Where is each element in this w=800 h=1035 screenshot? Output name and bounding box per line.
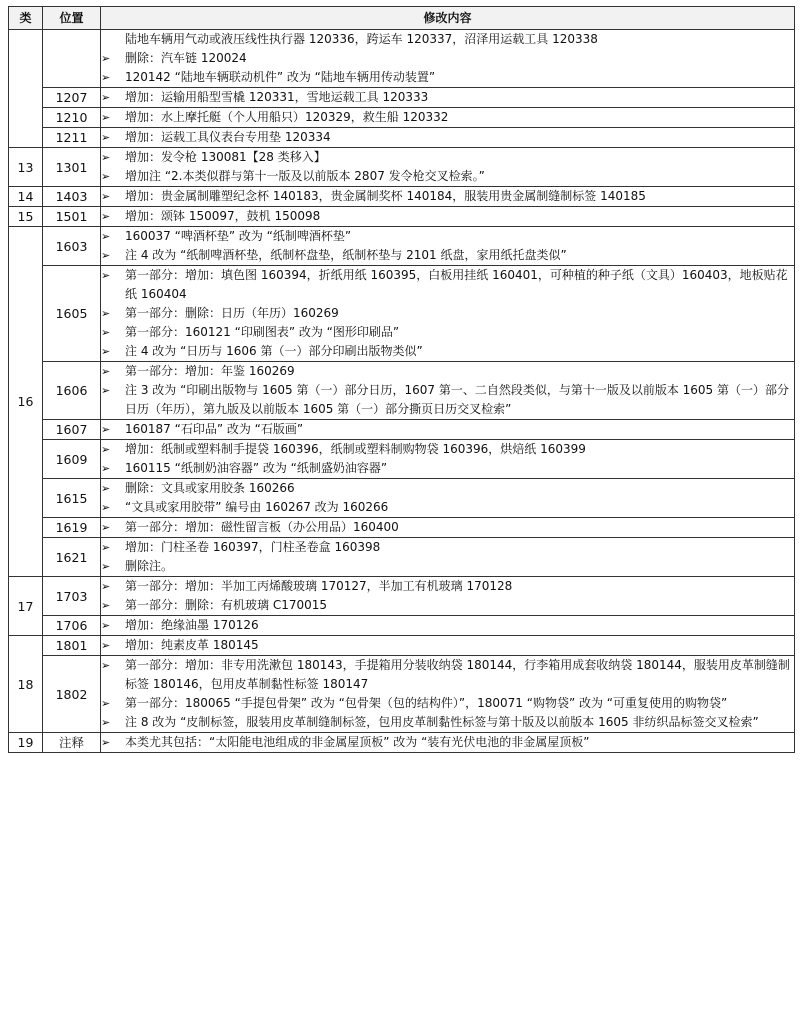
position-cell: 1403 (43, 187, 101, 207)
arrow-bullet-icon: ➢ (101, 151, 111, 164)
header-content: 修改内容 (101, 7, 795, 30)
table-row (9, 148, 795, 187)
change-line (101, 694, 794, 713)
content-cell (101, 636, 795, 656)
change-text: 删除：汽车链 120024 (125, 51, 247, 65)
arrow-bullet-icon: ➢ (101, 345, 111, 358)
position-cell: 1802 (43, 656, 101, 733)
content-cell (101, 30, 795, 88)
arrow-bullet-icon: ➢ (101, 249, 111, 262)
arrow-bullet-icon: ➢ (101, 541, 111, 554)
position-cell: 1301 (43, 148, 101, 187)
table-row (9, 656, 795, 733)
content-cell (101, 577, 795, 616)
change-line (101, 207, 794, 226)
arrow-bullet-icon: ➢ (101, 210, 111, 223)
change-text: 增加：贵金属制雕塑纪念杯 140183，贵金属制奖杯 140184，服装用贵金属制缝制标签 140185 (125, 189, 646, 203)
class-cell: 17 (9, 577, 43, 636)
content-cell (101, 518, 795, 538)
content-cell (101, 128, 795, 148)
change-text: 增加：发令枪 130081【28 类移入】 (125, 150, 326, 164)
class-cell: 18 (9, 636, 43, 733)
change-line (101, 656, 794, 694)
table-row (9, 227, 795, 266)
change-line (101, 49, 794, 68)
change-text: 本类尤其包括：“太阳能电池组成的非金属屋顶板” 改为 “装有光伏电池的非金属屋顶板” (125, 735, 590, 749)
header-position: 位置 (43, 7, 101, 30)
change-text: 160037 “啤酒杯垫” 改为 “纸制啤酒杯垫” (125, 229, 352, 243)
change-line (101, 459, 794, 478)
position-cell: 1607 (43, 420, 101, 440)
position-cell: 1706 (43, 616, 101, 636)
change-line (101, 518, 794, 537)
class-cell: 14 (9, 187, 43, 207)
content-cell (101, 362, 795, 420)
change-text: 增加：水上摩托艇（个人用船只）120329，救生船 120332 (125, 110, 449, 124)
change-line (101, 30, 794, 49)
content-cell (101, 420, 795, 440)
header-class: 类 (9, 7, 43, 30)
table-row (9, 420, 795, 440)
position-cell: 1615 (43, 479, 101, 518)
table-row (9, 128, 795, 148)
arrow-bullet-icon: ➢ (101, 269, 111, 282)
change-line (101, 304, 794, 323)
change-line (101, 246, 794, 265)
table-row (9, 479, 795, 518)
change-line (101, 479, 794, 498)
change-line (101, 227, 794, 246)
change-text: 第一部分：删除：有机玻璃 C170015 (125, 598, 328, 612)
position-cell: 1603 (43, 227, 101, 266)
content-cell (101, 733, 795, 753)
change-text: 注 3 改为 “印刷出版物与 1605 第（一）部分日历，1607 第一、二自然段类似，与第十一版及以前版本 1605 第（一）部分日历（年历），第九版及以前版本 1605 第（一）部分撕页日历交叉检索” (125, 383, 789, 416)
change-text: 增加：运载工具仪表台专用垫 120334 (125, 130, 331, 144)
change-text: 第一部分：删除：日历（年历）160269 (125, 306, 339, 320)
table-row (9, 362, 795, 420)
position-cell: 1211 (43, 128, 101, 148)
arrow-bullet-icon: ➢ (101, 423, 111, 436)
table-row (9, 538, 795, 577)
change-line (101, 128, 794, 147)
arrow-bullet-icon: ➢ (101, 326, 111, 339)
change-line (101, 167, 794, 186)
change-text: 注 4 改为 “纸制啤酒杯垫，纸制杯盘垫，纸制杯垫与 2101 纸盘，家用纸托盘类似” (125, 248, 567, 262)
change-line (101, 557, 794, 576)
position-cell: 1609 (43, 440, 101, 479)
table-header (9, 7, 795, 30)
change-text: 增加：绝缘油墨 170126 (125, 618, 259, 632)
arrow-bullet-icon: ➢ (101, 482, 111, 495)
arrow-bullet-icon: ➢ (101, 365, 111, 378)
content-cell (101, 88, 795, 108)
arrow-bullet-icon: ➢ (101, 71, 111, 84)
position-cell: 1801 (43, 636, 101, 656)
change-line (101, 636, 794, 655)
table-row (9, 207, 795, 227)
position-cell: 1210 (43, 108, 101, 128)
table-row (9, 266, 795, 362)
table-row (9, 187, 795, 207)
change-text: 第一部分：增加：半加工丙烯酸玻璃 170127，半加工有机玻璃 170128 (125, 579, 513, 593)
change-line (101, 733, 794, 752)
table-row (9, 440, 795, 479)
change-line (101, 381, 794, 419)
change-line (101, 440, 794, 459)
change-text: “文具或家用胶带” 编号由 160267 改为 160266 (125, 500, 389, 514)
position-cell: 1621 (43, 538, 101, 577)
change-text: 陆地车辆用气动或液压线性执行器 120336，跨运车 120337，沼泽用运载工具 120338 (125, 32, 598, 46)
change-text: 第一部分：160121 “印刷图表” 改为 “图形印刷品” (125, 325, 400, 339)
arrow-bullet-icon: ➢ (101, 170, 111, 183)
position-cell: 1606 (43, 362, 101, 420)
arrow-bullet-icon: ➢ (101, 619, 111, 632)
position-cell (43, 30, 101, 88)
arrow-bullet-icon: ➢ (101, 91, 111, 104)
table-row (9, 88, 795, 108)
content-cell (101, 187, 795, 207)
table-row (9, 733, 795, 753)
content-cell (101, 108, 795, 128)
revision-table (8, 6, 795, 753)
content-cell (101, 227, 795, 266)
table-row (9, 636, 795, 656)
position-cell: 注释 (43, 733, 101, 753)
arrow-bullet-icon: ➢ (101, 501, 111, 514)
change-text: 注 4 改为 “日历与 1606 第（一）部分印刷出版物类似” (125, 344, 423, 358)
change-text: 增加：运输用船型雪橇 120331，雪地运载工具 120333 (125, 90, 429, 104)
change-line (101, 342, 794, 361)
change-text: 120142 “陆地车辆联动机件” 改为 “陆地车辆用传动装置” (125, 70, 436, 84)
table-row (9, 518, 795, 538)
content-cell (101, 266, 795, 362)
change-text: 第一部分：180065 “手提包骨架” 改为 “包骨架（包的结构件）”，180071 “购物袋” 改为 “可重复使用的购物袋” (125, 696, 728, 710)
change-text: 160187 “石印品” 改为 “石版画” (125, 422, 304, 436)
arrow-bullet-icon: ➢ (101, 52, 111, 65)
change-text: 第一部分：增加：填色图 160394，折纸用纸 160395，白板用挂纸 160401，可种植的种子纸（文具）160403，地板贴花纸 160404 (125, 268, 788, 301)
content-cell (101, 656, 795, 733)
change-text: 增加：纯素皮革 180145 (125, 638, 259, 652)
change-line (101, 68, 794, 87)
change-line (101, 108, 794, 127)
change-line (101, 498, 794, 517)
change-line (101, 420, 794, 439)
content-cell (101, 479, 795, 518)
arrow-bullet-icon: ➢ (101, 716, 111, 729)
position-cell: 1703 (43, 577, 101, 616)
change-text: 第一部分：增加：磁性留言板（办公用品）160400 (125, 520, 399, 534)
change-text: 注 8 改为 “皮制标签，服装用皮革制缝制标签，包用皮革制黏性标签与第十版及以前版本 1605 非纺织品标签交叉检索” (125, 715, 759, 729)
arrow-bullet-icon: ➢ (101, 462, 111, 475)
arrow-bullet-icon: ➢ (101, 697, 111, 710)
content-cell (101, 148, 795, 187)
content-cell (101, 440, 795, 479)
arrow-bullet-icon: ➢ (101, 131, 111, 144)
arrow-bullet-icon: ➢ (101, 230, 111, 243)
position-cell: 1501 (43, 207, 101, 227)
arrow-bullet-icon: ➢ (101, 639, 111, 652)
position-cell: 1207 (43, 88, 101, 108)
change-text: 删除注。 (125, 559, 174, 573)
change-line (101, 616, 794, 635)
arrow-bullet-icon: ➢ (101, 443, 111, 456)
class-cell: 16 (9, 227, 43, 577)
change-text: 增加注 “2.本类似群与第十一版及以前版本 2807 发令枪交叉检索。” (125, 169, 485, 183)
table-row (9, 616, 795, 636)
header-row (9, 7, 795, 30)
table-row (9, 30, 795, 88)
change-line (101, 266, 794, 304)
arrow-bullet-icon: ➢ (101, 580, 111, 593)
content-cell (101, 207, 795, 227)
change-text: 增加：颂钵 150097，鼓机 150098 (125, 209, 321, 223)
change-text: 第一部分：增加：年鉴 160269 (125, 364, 295, 378)
table-body (9, 30, 795, 753)
class-cell (9, 30, 43, 148)
class-cell: 19 (9, 733, 43, 753)
class-cell: 15 (9, 207, 43, 227)
class-cell: 13 (9, 148, 43, 187)
content-cell (101, 616, 795, 636)
change-line (101, 362, 794, 381)
change-line (101, 88, 794, 107)
change-line (101, 323, 794, 342)
change-line (101, 577, 794, 596)
change-line (101, 713, 794, 732)
arrow-bullet-icon: ➢ (101, 111, 111, 124)
arrow-bullet-icon: ➢ (101, 307, 111, 320)
content-cell (101, 538, 795, 577)
change-text: 增加：门柱圣卷 160397，门柱圣卷盒 160398 (125, 540, 381, 554)
arrow-bullet-icon: ➢ (101, 599, 111, 612)
arrow-bullet-icon: ➢ (101, 560, 111, 573)
change-line (101, 148, 794, 167)
arrow-bullet-icon: ➢ (101, 521, 111, 534)
change-line (101, 596, 794, 615)
arrow-bullet-icon: ➢ (101, 190, 111, 203)
position-cell: 1605 (43, 266, 101, 362)
change-text: 增加：纸制或塑料制手提袋 160396，纸制或塑料制购物袋 160396，烘焙纸 160399 (125, 442, 586, 456)
arrow-bullet-icon: ➢ (101, 384, 111, 397)
change-text: 160115 “纸制奶油容器” 改为 “纸制盛奶油容器” (125, 461, 388, 475)
arrow-bullet-icon: ➢ (101, 736, 111, 749)
change-text: 删除：文具或家用胶条 160266 (125, 481, 295, 495)
change-line (101, 187, 794, 206)
change-line (101, 538, 794, 557)
change-text: 第一部分：增加：非专用洗漱包 180143，手提箱用分装收纳袋 180144，行李箱用成套收纳袋 180144，服装用皮革制缝制标签 180146，包用皮革制黏性标签 180147 (125, 658, 790, 691)
arrow-bullet-icon: ➢ (101, 659, 111, 672)
table-row (9, 577, 795, 616)
position-cell: 1619 (43, 518, 101, 538)
table-row (9, 108, 795, 128)
